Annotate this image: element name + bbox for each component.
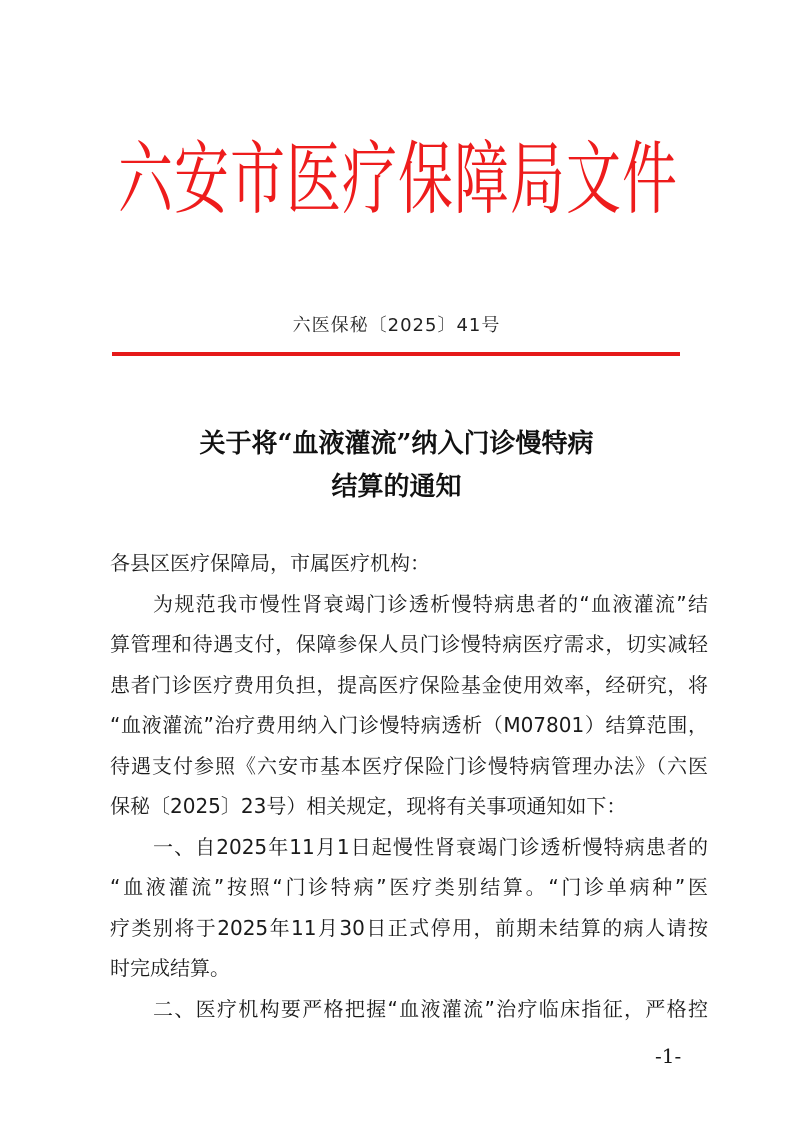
salutation: 各县区医疗保障局，市属医疗机构： (110, 551, 430, 575)
body-line: 一、自2025年11月1日起慢性肾衰竭门诊透析慢特病患者的 (153, 835, 708, 859)
document-number: 六医保秘〔2025〕41号 (292, 315, 501, 336)
body-line: 算管理和待遇支付，保障参保人员门诊慢特病医疗需求，切实减轻 (110, 632, 708, 656)
document-title-line-1: 关于将“血液灌流”纳入门诊慢特病 (199, 429, 594, 459)
masthead-text: 六安市医疗保障局文件 (118, 132, 679, 226)
body-line: 患者门诊医疗费用负担，提高医疗保险基金使用效率，经研究，将 (110, 673, 708, 697)
body-line: 时完成结算。 (110, 956, 230, 980)
body-line: 疗类别将于2025年11月30日正式停用，前期未结算的病人请按 (110, 916, 708, 940)
page-number: -1- (655, 1044, 682, 1068)
body-line: 待遇支付参照《六安市基本医疗保险门诊慢特病管理办法》（六医 (110, 754, 708, 778)
body-line: “血液灌流”按照“门诊特病”医疗类别结算。“门诊单病种”医 (110, 875, 708, 899)
red-divider-line (112, 352, 680, 356)
body-line: 保秘〔2025〕23号）相关规定，现将有关事项通知如下： (110, 794, 627, 818)
body-line: 为规范我市慢性肾衰竭门诊透析慢特病患者的“血液灌流”结 (153, 592, 708, 616)
body-line: “血液灌流”治疗费用纳入门诊慢特病透析（M07801）结算范围， (110, 713, 708, 737)
masthead-title (118, 128, 679, 226)
document-title-line-2: 结算的通知 (331, 472, 462, 502)
body-line: 二、医疗机构要严格把握“血液灌流”治疗临床指征，严格控 (153, 997, 708, 1021)
